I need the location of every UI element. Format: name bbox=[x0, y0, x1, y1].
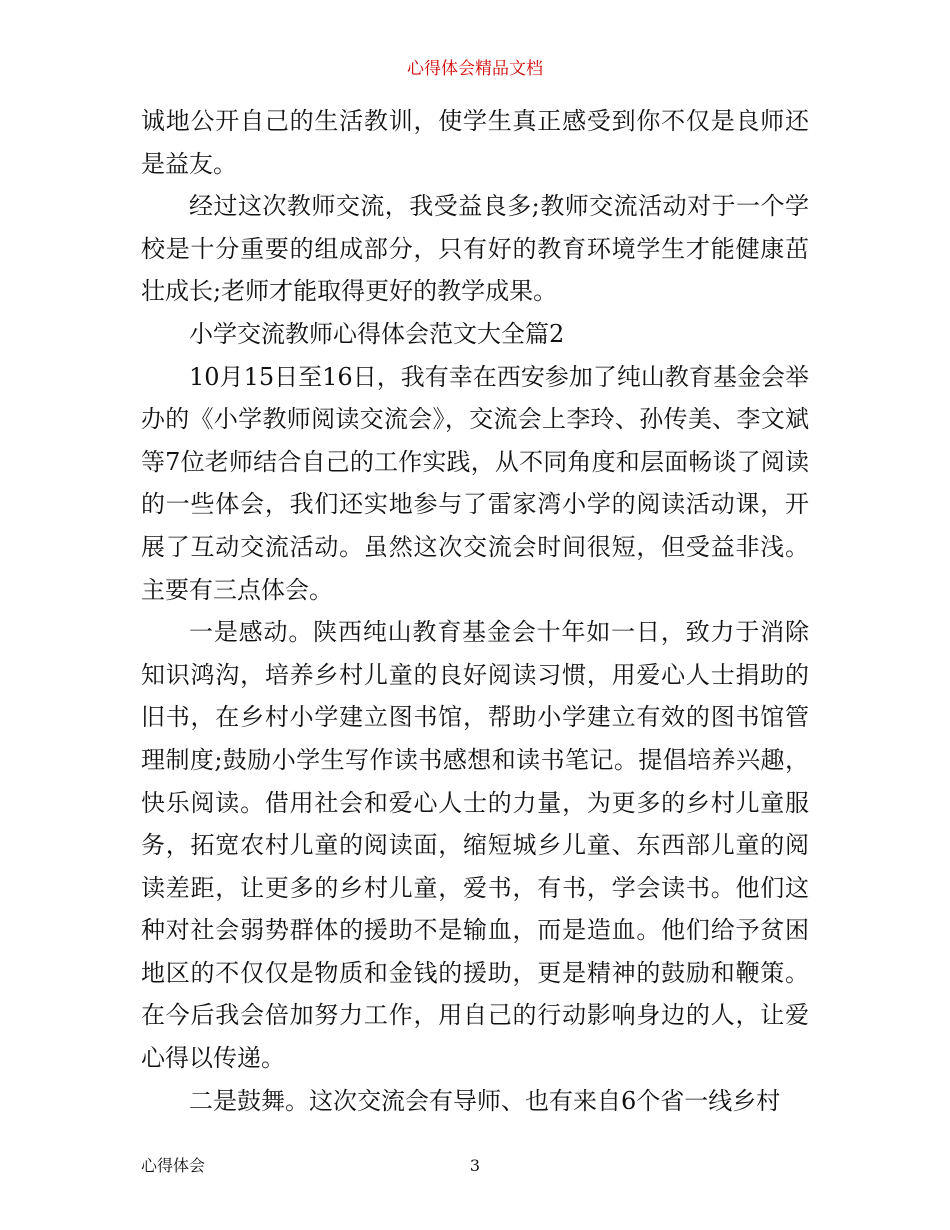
page-header-title: 心得体会精品文档 bbox=[407, 59, 543, 79]
paragraph: 二是鼓舞。这次交流会有导师、也有来自6个省一线乡村 bbox=[189, 1086, 781, 1115]
paragraph: 10月15日至16日，我有幸在西安参加了纯山教育基金会举办的《小学教师阅读交流会》，交流会上李玲、孙传美、李文斌等7位老师结合自己的工作实践，从不同角度和层面畅谈了阅读的一些体会，我们还实地参与了雷家湾小学的阅读活动课，开展了互动交流活动。虽然这次交流会时间很短，但受益非浅。主要有三点体会。 bbox=[141, 362, 809, 604]
page-number: 3 bbox=[469, 1156, 481, 1175]
paragraph-continuation: 诚地公开自己的生活教训，使学生真正感受到你不仅是良师还是益友。 bbox=[141, 107, 809, 178]
paragraph: 一是感动。陕西纯山教育基金会十年如一日，致力于消除知识鸿沟，培养乡村儿童的良好阅读习惯，用爱心人士捐助的旧书，在乡村小学建立图书馆，帮助小学建立有效的图书馆管理制度;鼓励小学生写作读书感想和读书笔记。提倡培养兴趣，快乐阅读。借用社会和爱心人士的力量，为更多的乡村儿童服务，拓宽农村儿童的阅读面，缩短城乡儿童、东西部儿童的阅读差距，让更多的乡村儿童，爱书，有书，学会读书。他们这种对社会弱势群体的援助不是输血，而是造血。他们给予贫困地区的不仅仅是物质和金钱的援助，更是精神的鼓励和鞭策。在今后我会倍加努力工作，用自己的行动影响身边的人，让爱心得以传递。 bbox=[141, 618, 809, 1073]
footer-label: 心得体会 bbox=[141, 1156, 206, 1175]
document-body bbox=[141, 100, 809, 1122]
section-heading: 小学交流教师心得体会范文大全篇2 bbox=[189, 319, 565, 348]
paragraph: 经过这次教师交流，我受益良多;教师交流活动对于一个学校是十分重要的组成部分，只有好的教育环境学生才能健康茁壮成长;老师才能取得更好的教学成果。 bbox=[141, 192, 809, 306]
